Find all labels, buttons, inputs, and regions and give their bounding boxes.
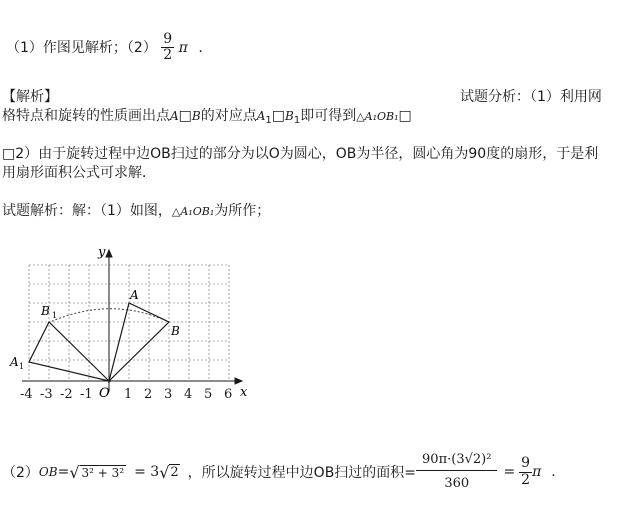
analysis-line3: □2）由于旋转过程中边OB扫过的部分为以O为圆心，OB为半径，圆心角为90度的扇形，于是利 — [2, 146, 599, 162]
analysis-heading: 【解析】 — [2, 89, 58, 105]
part2-sqrt-inner: 3² + 3² — [81, 465, 125, 480]
coordinate-figure — [0, 240, 260, 410]
analysis-triangle: △A₁OB₁ — [356, 110, 399, 123]
analysis-line2-a: 格特点和旋转的性质画出点 — [2, 108, 170, 124]
x-tick: 6 — [224, 387, 233, 402]
part2-eq2: = 3 — [134, 464, 160, 481]
analysis-box-3: □ — [398, 108, 412, 124]
triangle-aob — [109, 303, 169, 381]
point-a1-subscript: 1 — [19, 362, 25, 371]
point-a-label: A — [130, 288, 139, 302]
answer-frac-num: 9 — [163, 31, 173, 47]
answer-line — [6, 32, 203, 64]
answer-fraction — [161, 32, 174, 64]
solution-end: 为所作； — [214, 203, 271, 219]
part2-frac-den: 360 — [444, 476, 470, 492]
part2-lead: （2） — [2, 465, 39, 482]
part2-fraction — [416, 453, 497, 492]
point-b-label: B — [171, 324, 180, 338]
answer-frac-den: 2 — [163, 47, 173, 64]
origin-label: O — [99, 386, 110, 401]
x-tick-labels — [20, 387, 232, 402]
x-tick: -3 — [40, 387, 53, 402]
part2-eq3: = — [503, 464, 516, 481]
point-b1-subscript: 1 — [52, 311, 58, 320]
x-tick: -4 — [20, 387, 33, 402]
part2-sqrt2: 2 — [170, 465, 179, 481]
sqrt-sign-2: √ — [159, 462, 170, 482]
x-tick: -1 — [80, 387, 93, 402]
sqrt-sign-1: √ — [69, 462, 80, 482]
analysis-point-b1-sub: 1 — [293, 115, 301, 126]
analysis-point-b: B — [191, 109, 201, 123]
analysis-point-a1: A — [256, 109, 266, 123]
solution-triangle: △A₁OB₁ — [171, 205, 215, 218]
point-b1-label: B — [41, 304, 50, 318]
part2-frac-num: 90π·(3√2)² — [416, 453, 497, 471]
x-tick: 3 — [164, 387, 173, 402]
x-axis-label: x — [240, 385, 248, 400]
part2-res-num: 9 — [521, 455, 531, 472]
x-tick: 4 — [184, 387, 193, 402]
x-tick: 5 — [204, 387, 213, 402]
analysis-line2 — [2, 105, 412, 126]
analysis-box-1: □ — [178, 108, 192, 124]
solution-line — [2, 200, 270, 220]
part2-res-den: 2 — [521, 471, 531, 488]
answer-pi: π — [178, 39, 188, 56]
analysis-tag: 试题分析：（1）利用网 — [460, 89, 602, 105]
part2-text: ，所以旋转过程中边OB扫过的面积= — [187, 465, 417, 482]
analysis-box-2: □ — [271, 108, 286, 124]
analysis-line2-f: 即可得到 — [300, 108, 357, 124]
point-a1-label: A — [10, 355, 19, 369]
analysis-line2-c: 的对应点 — [200, 108, 257, 124]
part2-end: . — [551, 464, 556, 481]
grid — [29, 265, 229, 381]
answer-end: . — [198, 39, 203, 56]
y-axis-label: y — [98, 245, 106, 260]
part2-pi: π — [532, 464, 542, 481]
x-tick: 2 — [144, 387, 153, 402]
x-tick: -2 — [60, 387, 73, 402]
solution-text: 试题解析：解：（1）如图， — [2, 203, 172, 219]
analysis-point-a1-sub: 1 — [265, 115, 272, 126]
x-tick: 1 — [124, 387, 133, 402]
part2-eq: = — [57, 464, 70, 481]
part2-ob: OB — [38, 465, 58, 480]
analysis-point-a: A — [170, 109, 179, 123]
analysis-point-b1: B — [285, 109, 294, 123]
answer-part1: （1）作图见解析；（2） — [6, 39, 157, 56]
part2-line — [2, 453, 556, 492]
part2-result-fraction — [519, 456, 532, 488]
analysis-line4: 用扇形面积公式可求解． — [2, 165, 156, 181]
